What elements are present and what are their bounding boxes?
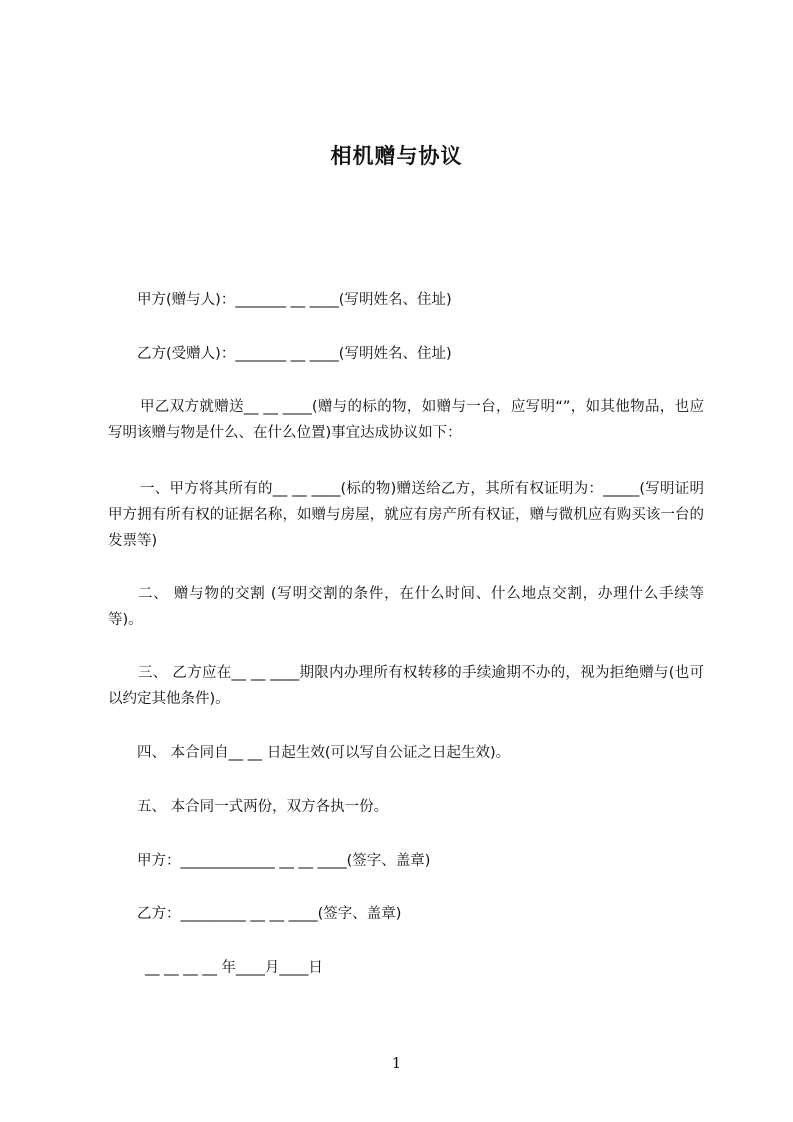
intro-paragraph: 甲乙双方就赠送__ __ ____(赠与的标的物，如赠与一台，应写明“”，如其他物品，也应写明该赠与物是什么、在什么位置)事宜达成协议如下： (108, 399, 704, 441)
signature-party-b: 乙方：_________ __ __ ____(签字、盖章) (137, 906, 402, 922)
document-title: 相机赠与协议 (330, 144, 463, 168)
clause-1-paragraph: 一、甲方将其所有的__ __ ____(标的物)赠送给乙方，其所有权证明为：_____(写明证明甲方拥有所有权的证据名称，如赠与房屋，就应有房产所有权证，赠与微机应有购买该一台的发票等) (108, 481, 704, 549)
signature-party-a: 甲方：_____________ __ __ ____(签字、盖章) (137, 853, 431, 869)
clause-5-line: 五、 本合同一式两份，双方各执一份。 (137, 799, 389, 815)
party-b-line: 乙方(受赠人)：_______ __ ____(写明姓名、住址) (137, 346, 452, 362)
party-a-line: 甲方(赠与人)：_______ __ ____(写明姓名、住址) (137, 292, 452, 308)
clause-4-line: 四、 本合同自__ __ 日起生效(可以写自公证之日起生效)。 (137, 745, 511, 761)
page-number: 1 (391, 1054, 402, 1072)
clause-2-paragraph: 二、 赠与物的交割 (写明交割的条件，在什么时间、什么地点交割，办理什么手续等等)。 (108, 586, 704, 628)
date-line: __ __ __ __ 年____月____日 (145, 960, 323, 976)
clause-3-paragraph: 三、 乙方应在__ __ ____期限内办理所有权转移的手续逾期不办的，视为拒绝赠与(也可以约定其他条件)。 (108, 665, 704, 707)
